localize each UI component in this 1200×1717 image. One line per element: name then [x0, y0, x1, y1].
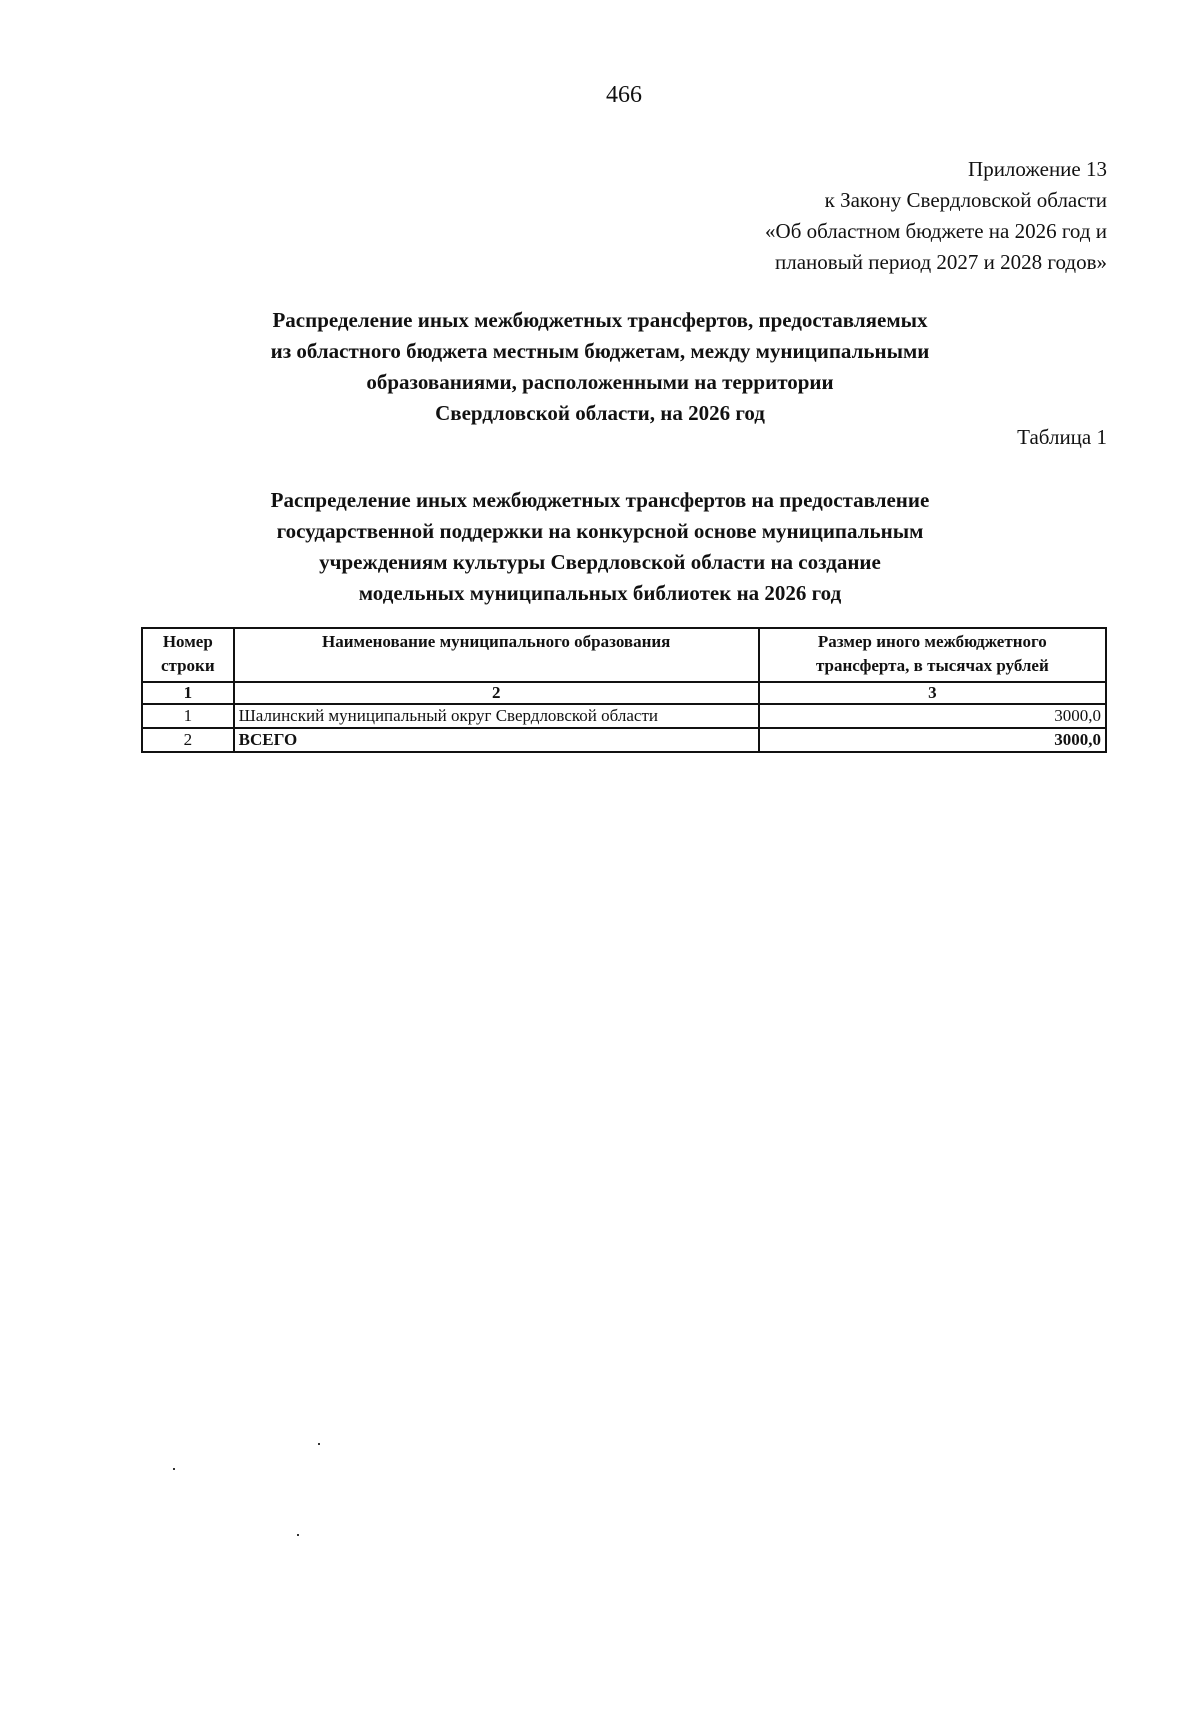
- main-title-line: образованиями, расположенными на территории: [366, 370, 834, 394]
- row-number-cell: 1: [142, 704, 234, 728]
- header-name-text: Наименование муниципального образования: [321, 632, 671, 651]
- header-row-number: [142, 628, 234, 682]
- total-amount-cell: 3000,0: [759, 728, 1106, 752]
- distribution-table: [141, 627, 1107, 753]
- table-total-row: [142, 728, 1106, 752]
- column-index-cell: 1: [142, 682, 234, 704]
- page-number: 466: [606, 82, 642, 108]
- main-title: [200, 305, 1000, 429]
- municipality-name-cell: Шалинский муниципальный округ Свердловской области: [234, 704, 759, 728]
- scan-speck: [173, 1468, 175, 1470]
- table-header-row: [142, 628, 1106, 682]
- table-title-line: учреждениям культуры Свердловской области на создание: [319, 550, 881, 574]
- header-amount: [759, 628, 1106, 682]
- appendix-line: «Об областном бюджете на 2026 год и: [765, 219, 1107, 243]
- scan-speck: [297, 1534, 299, 1536]
- table-title: [200, 485, 1000, 609]
- appendix-reference: [765, 154, 1107, 278]
- header-amount-line: Размер иного межбюджетного: [817, 632, 1047, 651]
- row-number-cell: 2: [142, 728, 234, 752]
- amount-cell: 3000,0: [759, 704, 1106, 728]
- header-amount-line: трансферта, в тысячах рублей: [815, 656, 1049, 675]
- table-title-line: модельных муниципальных библиотек на 2026 год: [358, 581, 842, 605]
- column-index-cell: 2: [234, 682, 759, 704]
- main-title-line: Распределение иных межбюджетных трансфертов, предоставляемых: [272, 308, 928, 332]
- column-index-cell: 3: [759, 682, 1106, 704]
- table-title-line: Распределение иных межбюджетных трансфертов на предоставление: [270, 488, 930, 512]
- header-row-number-line: Номер: [162, 632, 213, 651]
- appendix-line: к Закону Свердловской области: [824, 188, 1107, 212]
- table-row: [142, 704, 1106, 728]
- appendix-line: плановый период 2027 и 2028 годов»: [775, 250, 1107, 274]
- table-title-line: государственной поддержки на конкурсной основе муниципальным: [276, 519, 924, 543]
- header-name: [234, 628, 759, 682]
- header-row-number-line: строки: [160, 656, 215, 675]
- column-index-row: [142, 682, 1106, 704]
- scan-speck: [318, 1443, 320, 1445]
- main-title-line: Свердловской области, на 2026 год: [435, 401, 765, 425]
- appendix-line: Приложение 13: [968, 157, 1107, 181]
- table-label: Таблица 1: [1017, 425, 1107, 449]
- main-title-line: из областного бюджета местным бюджетам, между муниципальными: [270, 339, 930, 363]
- total-label-cell: ВСЕГО: [234, 728, 759, 752]
